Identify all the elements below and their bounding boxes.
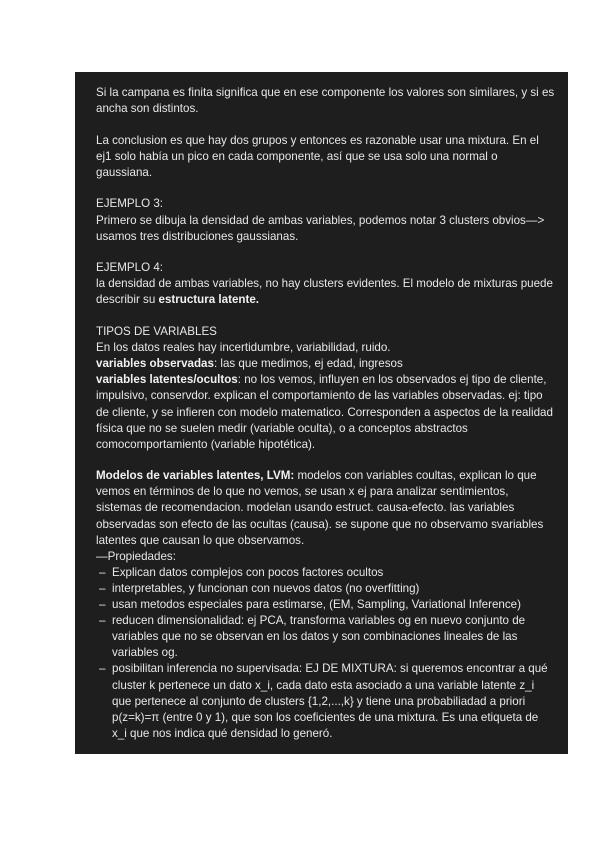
paragraph-conclusion: La conclusion es que hay dos grupos y entonces es razonable usar una mixtura. En el ej1 solo había un pico en cada componente, así que se usa solo una normal o gaussiana. [96, 133, 539, 179]
note-panel [75, 72, 568, 754]
desc-variables-observadas: : las que medimos, ej edad, ingresos [213, 357, 403, 371]
label-variables-latentes: variables latentes/ocultos [96, 373, 238, 387]
text-ejemplo-4-body: la densidad de ambas variables, no hay clusters evidentes. El modelo de mixturas puede describir su [96, 277, 553, 307]
properties-list [96, 565, 556, 742]
text-tipos-intro: En los datos reales hay incertidumbre, variabilidad, ruido. [96, 341, 391, 355]
list-item: – interpretables, y funcionan con nuevos datos (no overfitting) [96, 581, 556, 597]
list-item: – reducen dimensionalidad: ej PCA, transforma variables og en nuevo conjunto de variables que no se observan en los datos y son combinaciones lineales de las variables og. [96, 613, 556, 661]
text-variables-observadas [96, 356, 556, 372]
text-ejemplo-4 [96, 276, 556, 308]
text-ejemplo-3: Primero se dibuja la densidad de ambas variables, podemos notar 3 clusters obvios—> usamos tres distribuciones gaussianas. [96, 213, 545, 243]
paragraph-campana: Si la campana es finita significa que en ese componente los valores son similares, y si es ancha son distintos. [96, 86, 555, 116]
list-item: – usan metodos especiales para estimarse, (EM, Sampling, Variational Inference) [96, 597, 556, 613]
section-lvm [96, 468, 556, 742]
label-variables-observadas: variables observadas [96, 357, 214, 371]
text-lvm [96, 468, 556, 548]
list-item: – Explican datos complejos con pocos factores ocultos [96, 565, 556, 581]
heading-tipos-variables: TIPOS DE VARIABLES [96, 325, 217, 339]
heading-ejemplo-3: EJEMPLO 3: [96, 197, 164, 211]
desc-variables-latentes: : no los vemos, influyen en los observados ej tipo de cliente, impulsivo, conservdor. explican el comportamiento de las variables observadas. ej: tipo de cliente, y se infieren con modelo matematico. Corresponden a aspectos de la realidad física que no se suelen medir (variable oculta), o a conceptos abstractos comocomportamiento (variable hipotética). [96, 373, 553, 451]
section-ejemplo-3 [96, 196, 556, 244]
section-ejemplo-4 [96, 260, 556, 308]
label-lvm: Modelos de variables latentes, LVM: [96, 469, 295, 483]
section-tipos-variables [96, 324, 556, 453]
heading-propiedades: —Propiedades: [96, 549, 176, 563]
text-estructura-latente: estructura latente. [158, 293, 260, 307]
text-variables-latentes [96, 372, 556, 452]
heading-ejemplo-4: EJEMPLO 4: [96, 261, 164, 275]
desc-lvm: modelos con variables coultas, explican lo que vemos en términos de lo que no vemos, se usan x ej para analizar sentimientos, sistemas de recomendacion. modelan usando estruct. causa-efecto. las variables observadas son efecto de las ocultas (causa). se supone que no observamo svariables latentes que causan lo que observamos. [96, 469, 544, 547]
list-item: – posibilitan inferencia no supervisada: EJ DE MIXTURA: si queremos encontrar a qué cluster k pertenece un dato x_i, cada dato esta asociado a una variable latente z_i que pertenece al conjunto de clusters {1,2,...,k} y tiene una probabiliadad a priori p(z=k)=π (entre 0 y 1), que son los coeficientes de una mixtura. Es una etiqueta de x_i que nos indica qué densidad lo generó. [96, 661, 556, 741]
